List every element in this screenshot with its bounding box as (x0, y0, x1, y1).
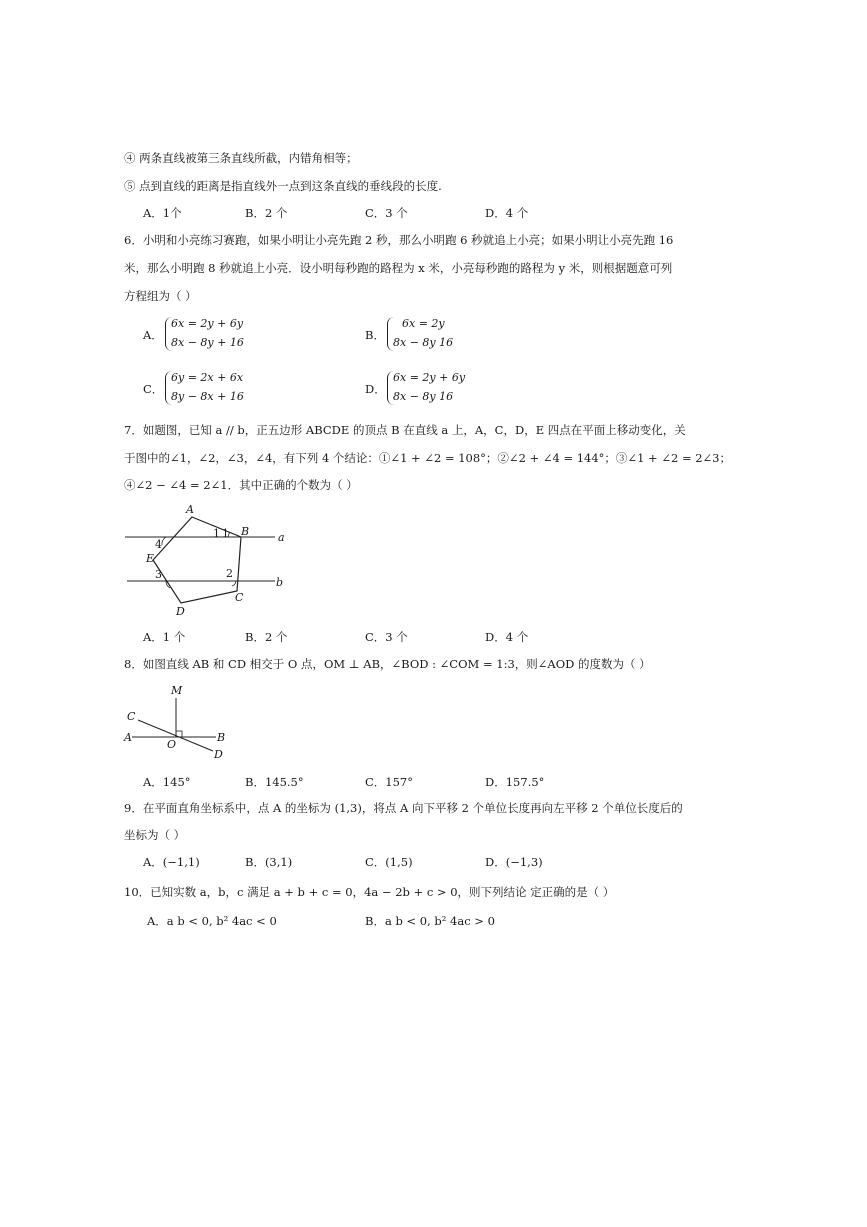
q6-d-eq1: 6x = 2y + 6y (393, 371, 466, 384)
q6-a-eq1: 6x = 2y + 6y (171, 317, 244, 330)
q5-option-d: D．4 个 (485, 206, 529, 220)
label-E: E (146, 552, 155, 565)
q8-option-b: B．145.5° (245, 775, 304, 789)
q7-option-c: C．3 个 (365, 630, 408, 644)
q6-a-eq2: 8x − 8y + 16 (171, 336, 244, 349)
q5-option-c: C．3 个 (365, 206, 408, 220)
q6-b-eq2: 8x − 8y 16 (393, 336, 454, 349)
q7-option-b: B．2 个 (245, 630, 288, 644)
q7-line-1: 7．如题图，已知 a // b，正五边形 ABCDE 的顶点 B 在直线 a 上，A，C，D，E 四点在平面上移动变化，关 (124, 423, 686, 437)
label-angle-1: 1 (213, 527, 220, 540)
label-line-a: a (278, 531, 285, 544)
label-angle-3: 3 (155, 568, 162, 581)
q6-d-eq2: 8x − 8y 16 (393, 390, 454, 403)
q10-line-1: 10．已知实数 a，b，c 满足 a + b + c = 0，4a − 2b + c > 0，则下列结论 定正确的是（ ） (124, 885, 615, 899)
q6-b-eq1: 6x = 2y (402, 317, 445, 330)
label-A: A (186, 503, 194, 516)
q5-option-b: B．2 个 (245, 206, 288, 220)
q10-option-a: A．a b < 0, b² 4ac < 0 (147, 914, 277, 928)
label-angle-2: 2 (226, 567, 233, 580)
q6-option-a-label: A． (143, 328, 163, 342)
q7-option-a: A．1 个 (143, 630, 186, 644)
q8-option-c: C．157° (365, 775, 413, 789)
q8-option-d: D．157.5° (485, 775, 545, 789)
q9-line-2: 坐标为（ ） (124, 828, 186, 842)
q6-option-d-label: D． (365, 382, 386, 396)
q6-line-3: 方程组为（ ） (124, 289, 197, 303)
q9-option-a: A．(−1,1) (143, 855, 200, 869)
label-B: B (217, 731, 226, 744)
q7-line-3: ④∠2 − ∠4 = 2∠1．其中正确的个数为（ ） (124, 478, 358, 492)
q10-option-b: B．a b < 0, b² 4ac > 0 (365, 914, 495, 928)
q6-option-c-label: C． (143, 382, 164, 396)
label-A: A (124, 731, 132, 744)
q5-option-a: A．1个 (143, 206, 182, 220)
q9-option-c: C．(1,5) (365, 855, 413, 869)
statement-4: ④ 两条直线被第三条直线所截，内错角相等； (124, 151, 358, 165)
q8-line-1: 8．如图直线 AB 和 CD 相交于 O 点，OM ⊥ AB，∠BOD : ∠COM = 1:3，则∠AOD 的度数为（ ） (124, 657, 651, 671)
q9-option-d: D．(−1,3) (485, 855, 543, 869)
q6-option-b-label: B． (365, 328, 385, 342)
q9-option-b: B．(3,1) (245, 855, 293, 869)
q6-c-eq1: 6y = 2x + 6x (171, 371, 244, 384)
label-O: O (167, 738, 177, 751)
label-C: C (127, 710, 136, 723)
label-M: M (171, 684, 183, 697)
q6-line-1: 6．小明和小亮练习赛跑，如果小明让小亮先跑 2 秒，那么小明跑 6 秒就追上小亮；如果小明让小亮先跑 16 (124, 233, 674, 247)
label-line-b: b (276, 576, 284, 589)
label-B: B (241, 525, 250, 538)
q9-line-1: 9．在平面直角坐标系中，点 A 的坐标为 (1,3)，将点 A 向下平移 2 个单位长度再向左平移 2 个单位长度后的 (124, 801, 683, 815)
q7-option-d: D．4 个 (485, 630, 529, 644)
q7-line-2: 于图中的∠1，∠2，∠3，∠4，有下列 4 个结论：①∠1 + ∠2 = 108°；②∠2 + ∠4 = 144°；③∠1 + ∠2 = 2∠3； (124, 451, 731, 465)
q6-c-eq2: 8y − 8x + 16 (171, 390, 244, 403)
statement-5: ⑤ 点到直线的距离是指直线外一点到这条直线的垂线段的长度. (124, 179, 442, 193)
q6-line-2: 米，那么小明跑 8 秒就追上小亮．设小明每秒跑的路程为 x 米，小亮每秒跑的路程为 y 米，则根据题意可列 (124, 261, 673, 275)
label-C: C (235, 591, 244, 604)
q8-option-a: A．145° (143, 775, 191, 789)
label-angle-4: 4 (155, 538, 162, 551)
label-D: D (214, 748, 223, 761)
label-angle-1b: 1 (222, 527, 229, 540)
label-D: D (176, 605, 185, 618)
